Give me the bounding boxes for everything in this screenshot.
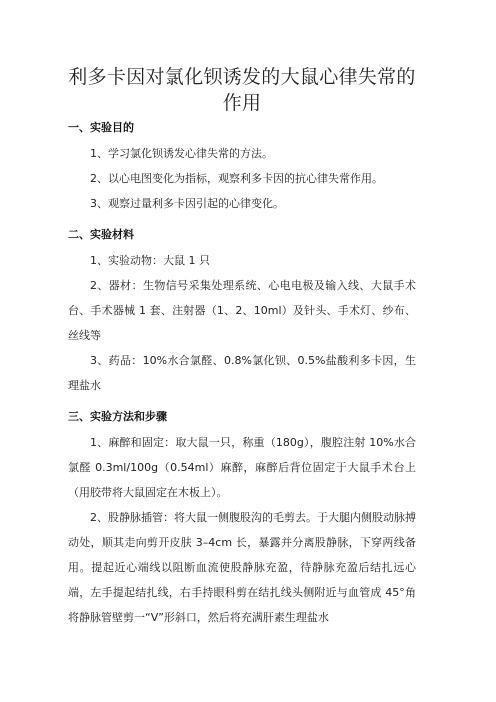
section-methods — [68, 410, 416, 630]
document-title: 利多卡因对氯化钡诱发的大鼠心律失常的作用 — [68, 66, 416, 114]
paragraph: 2、器材：生物信号采集处理系统、心电电极及输入线、大鼠手术台、手术器械 1 套、注射器（1、2、10ml）及针头、手术灯、纱布、丝线等 — [68, 279, 416, 342]
paragraph: 1、学习氯化钡诱发心律失常的方法。 — [90, 147, 273, 160]
paragraph: 2、以心电图变化为指标，观察利多卡因的抗心律失常作用。 — [90, 172, 383, 185]
section-heading: 三、实验方法和步骤 — [68, 410, 167, 423]
section-heading: 一、实验目的 — [68, 121, 134, 134]
paragraph: 3、药品：10%水合氯醛、0.8%氯化钡、0.5%盐酸利多卡因，生理盐水 — [68, 354, 416, 392]
section-objectives — [68, 121, 416, 216]
section-materials — [68, 228, 416, 398]
paragraph: 3、观察过量利多卡因引起的心律变化。 — [90, 197, 284, 210]
section-heading: 二、实验材料 — [68, 228, 134, 241]
paragraph: 2、股静脉插管：将大鼠一侧腹股沟的毛剪去。于大腿内侧股动脉搏动处，顺其走向剪开皮肤 3–4cm 长，暴露并分离股静脉，下穿两线备用。提起近心端线以阻断血流使股静脉充盈，待静脉充盈后结扎远心端，左手提起结扎线，右手持眼科剪在结扎线头侧附近与血管成 45°角将静脉管壁剪一“V”形斜口，然后将充满肝素生理盐水 — [68, 511, 416, 624]
paragraph: 1、麻醉和固定：取大鼠一只，称重（180g），腹腔注射 10%水合氯醛 0.3ml/100g（0.54ml）麻醉，麻醉后背位固定于大鼠手术台上（用胶带将大鼠固定在木板上）。 — [68, 436, 416, 499]
paragraph: 1、实验动物：大鼠 1 只 — [90, 254, 210, 267]
